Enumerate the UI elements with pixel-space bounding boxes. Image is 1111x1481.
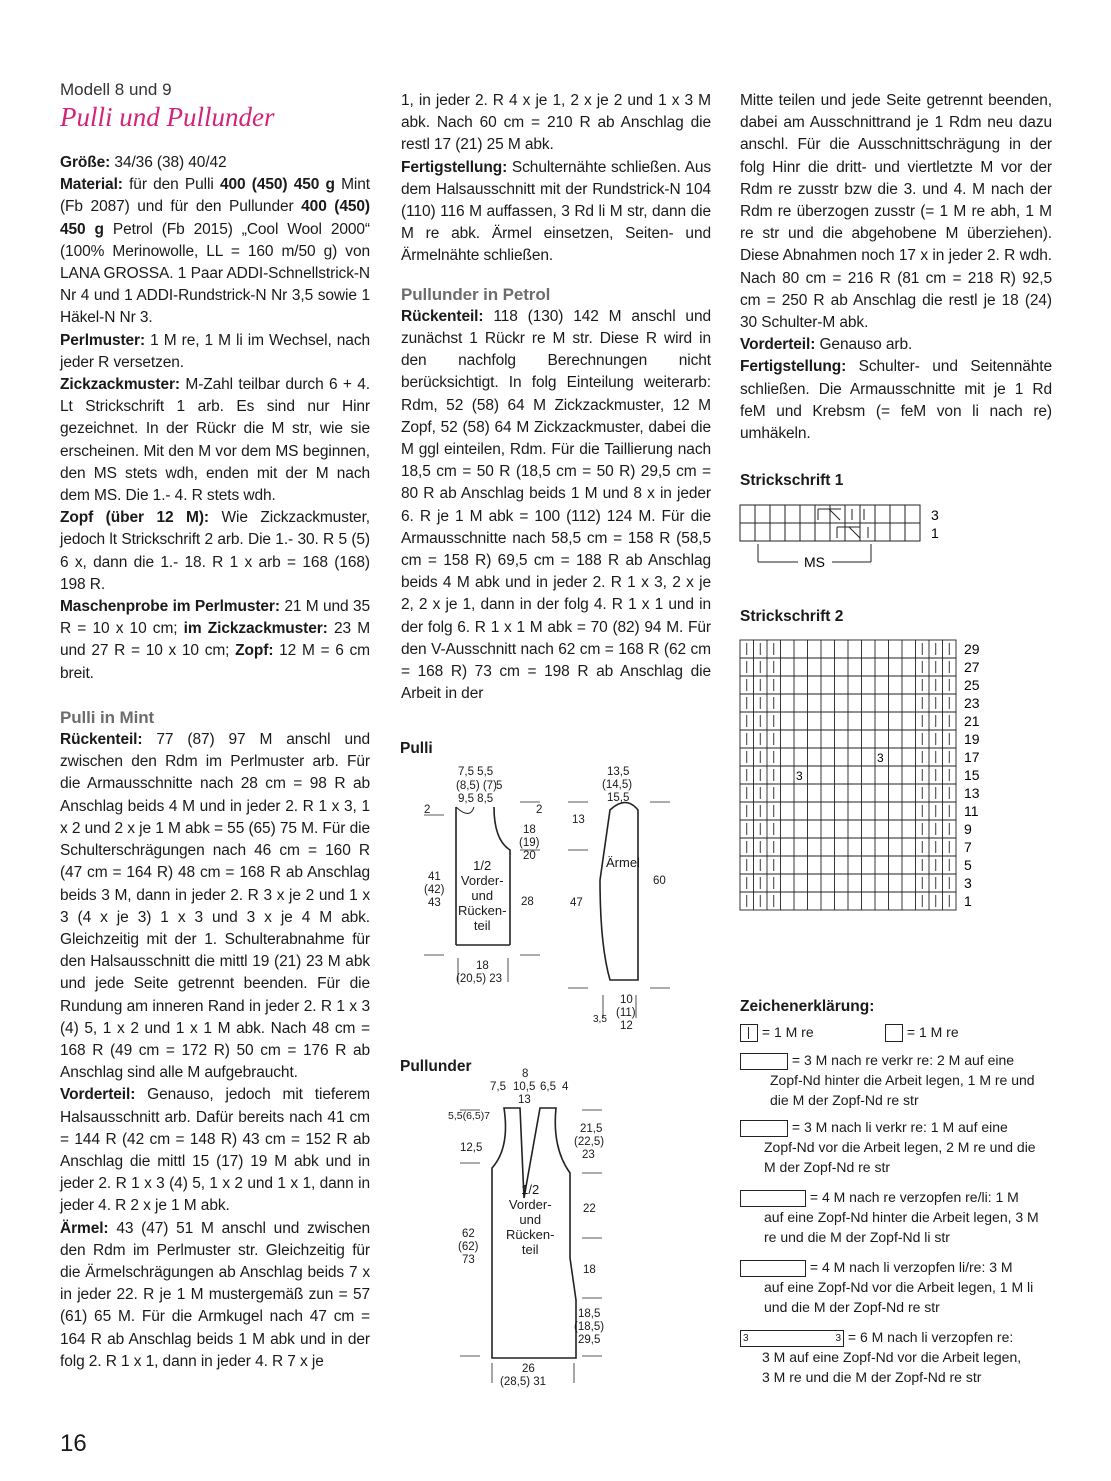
svg-text:3: 3 [796,769,803,783]
column-3: Mitte teilen und jede Seite getrennt beenden, dabei am Ausschnittrand je 1 Rdm neu dazu anschl. Für die Ausschnittschrägung in der folg Hinr die dritt- und viertletzte M vor der Rdm re zusstr bzw die 3. und 4. M nach der Rdm re überzogen zusstr (= 1 M re abh, 1 M re str und die abgehobene M überziehen). Diese Abnahmen noch 17 x in jeder 2. R wdh. Nach 80 cm = 216 R (81 cm = 218 R) 92,5 cm = 250 R ab Anschlag die restl je 18 (24) 30 Schulter-M abk. Vorderteil: Genauso arb. Fertigstellung: Schulter- und Seitennähte schließen. Die Armausschnitte mit je 1 Rd feM und Krebsm (= feM von li nach re) umhäkeln. [740,92,1052,443]
cable-right-icon [740,1053,788,1070]
chart2-row-label: 11 [964,803,979,819]
empty-square-icon [885,1024,903,1042]
chart2-row-label: 7 [964,839,972,855]
chart2-title: Strickschrift 2 [740,608,844,625]
knit-symbol-icon [740,1024,758,1042]
chart2-row-label: 25 [964,677,980,693]
page-title: Pulli und Pullunder [60,102,275,132]
pulli-schematic [400,760,720,1035]
chart2-row-label: 1 [964,893,972,909]
legend-item-3: = 3 M nach re verkr re: 2 M auf eine Zopf-Nd hinter die Arbeit legen, 1 M re und die M der Zopf-Nd re str [740,1050,1035,1110]
chart2-row-label: 21 [964,713,980,729]
chart2-row-label: 9 [964,821,972,837]
chart2-row-label: 29 [964,641,980,657]
chart1-row-1: 1 [931,525,939,541]
chart2-row-label: 19 [964,731,980,747]
chart2-grid [736,636,996,916]
pulli-heading: Pulli in Mint [60,707,155,727]
chart1-grid [736,500,956,580]
cable-6-icon: 3 3 [740,1330,844,1347]
chart2-row-label: 15 [964,767,980,783]
legend-item-4: = 3 M nach li verkr re: 1 M auf eine Zopf-Nd vor die Arbeit legen, 2 M re und die M der Zopf-Nd re str [740,1117,1036,1177]
cross-right-icon [740,1190,806,1207]
cross-left-icon [740,1260,806,1277]
legend-k2: = 1 M re [906,1024,959,1040]
legend-item-6: = 4 M nach li verzopfen li/re: 3 M auf eine Zopf-Nd vor die Arbeit legen, 1 M li und die M der Zopf-Nd re str [740,1257,1033,1317]
chart2-row-label: 23 [964,695,980,711]
cable-left-icon [740,1120,788,1137]
chart2-row-label: 3 [964,875,972,891]
pullunder-schematic [400,1078,720,1388]
legend-item-7: 3 3 = 6 M nach li verzopfen re: 3 M auf eine Zopf-Nd vor die Arbeit legen, 3 M re und die M der Zopf-Nd re str [740,1327,1021,1387]
chart1-row-3: 3 [931,507,939,523]
chart2-row-label: 5 [964,857,972,873]
model-label: Modell 8 und 9 [60,80,172,99]
pullunder-heading: Pullunder in Petrol [401,284,551,304]
chart1-title: Strickschrift 1 [740,472,844,489]
svg-text:3: 3 [877,751,884,765]
chart1-ms-label: MS [804,554,825,570]
pullunder-fig-title: Pullunder [400,1058,472,1075]
chart2-row-label: 13 [964,785,980,801]
chart2-row-label: 27 [964,659,980,675]
column-1: Größe: 34/36 (38) 40/42 Material: für den Pulli 400 (450) 450 g Mint (Fb 2087) und für den Pullunder 400 (450) 450 g Petrol (Fb 2015) „Cool Wool 2000“ (100% Merinowolle, LL = 160 m/50 g) von LANA GROSSA. 1 Paar ADDI-Schnellstrick-N Nr 4 und 1 ADDI-Rundstrick-N Nr 3,5 sowie 1 Häkel-N Nr 3. Perlmuster: 1 M re, 1 M li im Wechsel, nach jeder R versetzen. Zickzackmuster: M-Zahl teilbar durch 6 + 4. Lt Strickschrift 1 arb. Es sind nur Hinr gezeichnet. In der Rückr die M str, wie sie erscheinen. Mit den M vor dem MS beginnen, den MS stets wdh, enden mit der M nach dem MS. Die 1.- 4. R stets wdh. Zopf (über 12 M): Wie Zickzackmuster, jedoch lt Strickschrift 2 arb. Die 1.- 30. R 5 (5) 6 x, dann die 1.- 18. R 1 x arb = 168 (168) 198 R. Maschenprobe im Perlmuster: 21 M und 35 R = 10 x 10 cm; im Zickzackmuster: 23 M und 27 R = 10 x 10 cm; Zopf: 12 M = 6 cm breit. Pulli in Mint Rückenteil: 77 (87) 97 M anschl und zwischen den Rdm im Perlmuster arb. Für die Armausschnitte nach 28 cm = 98 R ab Anschlag beids 4 M und in jeder 2. R 1 x 3, 1 x 2 und 2 x je 1 M abk = 55 (65) 75 M. Für die Schulterschrägungen nach 46 cm = 160 R (47 cm = 164 R) 48 cm = 168 R ab Anschlag beids 3 M, dann in jeder 2. R 3 x je 2 und 1 x 3 (4 x je 3) 1 x 3 und 3 x je 4 M abk. Gleichzeitig mit der 1. Schulterabnahme für den Halsausschnitt die mittl 19 (21) 23 M abk und jede Seite getrennt beenden. Für die Rundung am inneren Rand in jeder 2. R 1 x 3 (4) 5, 1 x 2 und 1 x 1 M abk. Nach 48 cm = 168 R (49 cm = 172 R) 50 cm = 176 R ab Anschlag sind alle M aufgebraucht. Vorderteil: Genauso, jedoch mit tieferem Halsausschnitt arb. Dafür bereits nach 41 cm = 144 R (42 cm = 148 R) 43 cm = 152 R ab Anschlag die mittl 15 (17) 19 M abk und in jeder 2. R 1 x 3 (4) 5, 1 x 2 und 1 x 1, dann in jeder 4. R 2 x je 1 M abk. Ärmel: 43 (47) 51 M anschl und zwischen den Rdm im Perlmuster str. Gleichzeitig für die Ärmelschrägungen ab Anschlag beids 7 x in jeder 22. R je 1 M mustergemäß zun = 57 (61) 65 M. Für die Armkugel nach 47 cm = 164 R ab Anschlag beids 1 M abk und in der folg 2. R 1 x 1, dann in jeder 4. R 7 x je [60,154,371,1370]
chart2-row-label: 17 [964,749,980,765]
pulli-fig-title: Pulli [400,740,433,757]
legend-k1: = 1 M re [761,1024,814,1040]
legend-title: Zeichenerklärung: [740,998,875,1015]
page-number: 16 [60,1430,87,1457]
column-2: 1, in jeder 2. R 4 x je 1, 2 x je 2 und 1 x 3 M abk. Nach 60 cm = 210 R ab Anschlag die restl 17 (21) 25 M abk. Fertigstellung: Schulternähte schließen. Aus dem Halsausschnitt mit der Rundstrick-N 104 (110) 116 M auffassen, 3 Rd li M str, dann die M re abk. Ärmel einsetzen, Seiten- und Ärmelnähte schließen. Pullunder in Petrol Rückenteil: 118 (130) 142 M anschl und zunächst 1 Rückr re M str. Diese R wird in den nachfolg Berechnungen nicht berücksichtigt. In folg Einteilung weiterarb: Rdm, 52 (58) 64 M Zickzackmuster, 12 M Zopf, 52 (58) 64 M Zickzackmuster, dabei die M ggl einteilen, Rdm. Für die Taillierung nach 18,5 cm = 50 R (18,5 cm = 50 R) 29,5 cm = 80 R ab Anschlag beids 1 M und 8 x in jeder 6. R je 1 M abk = 100 (112) 124 M. Für die Armausschnitte nach 58,5 cm = 158 R (58,5 cm = 158 R) 69,5 cm = 188 R ab Anschlag beids 4 M abk und in jeder 2. R 1 x 3, 2 x je 2, 2 x je 1, dann in der folg 4. R 1 x 1 und in der folg 6. R 1 x 1 M abk = 70 (82) 94 M. Für den V-Ausschnitt nach 62 cm = 168 R (62 cm = 168 R) 73 cm = 198 R ab Anschlag die Arbeit in der [401,92,711,703]
legend-item-5: = 4 M nach re verzopfen re/li: 1 M auf eine Zopf-Nd hinter die Arbeit legen, 3 M re und die M der Zopf-Nd li str [740,1187,1039,1247]
